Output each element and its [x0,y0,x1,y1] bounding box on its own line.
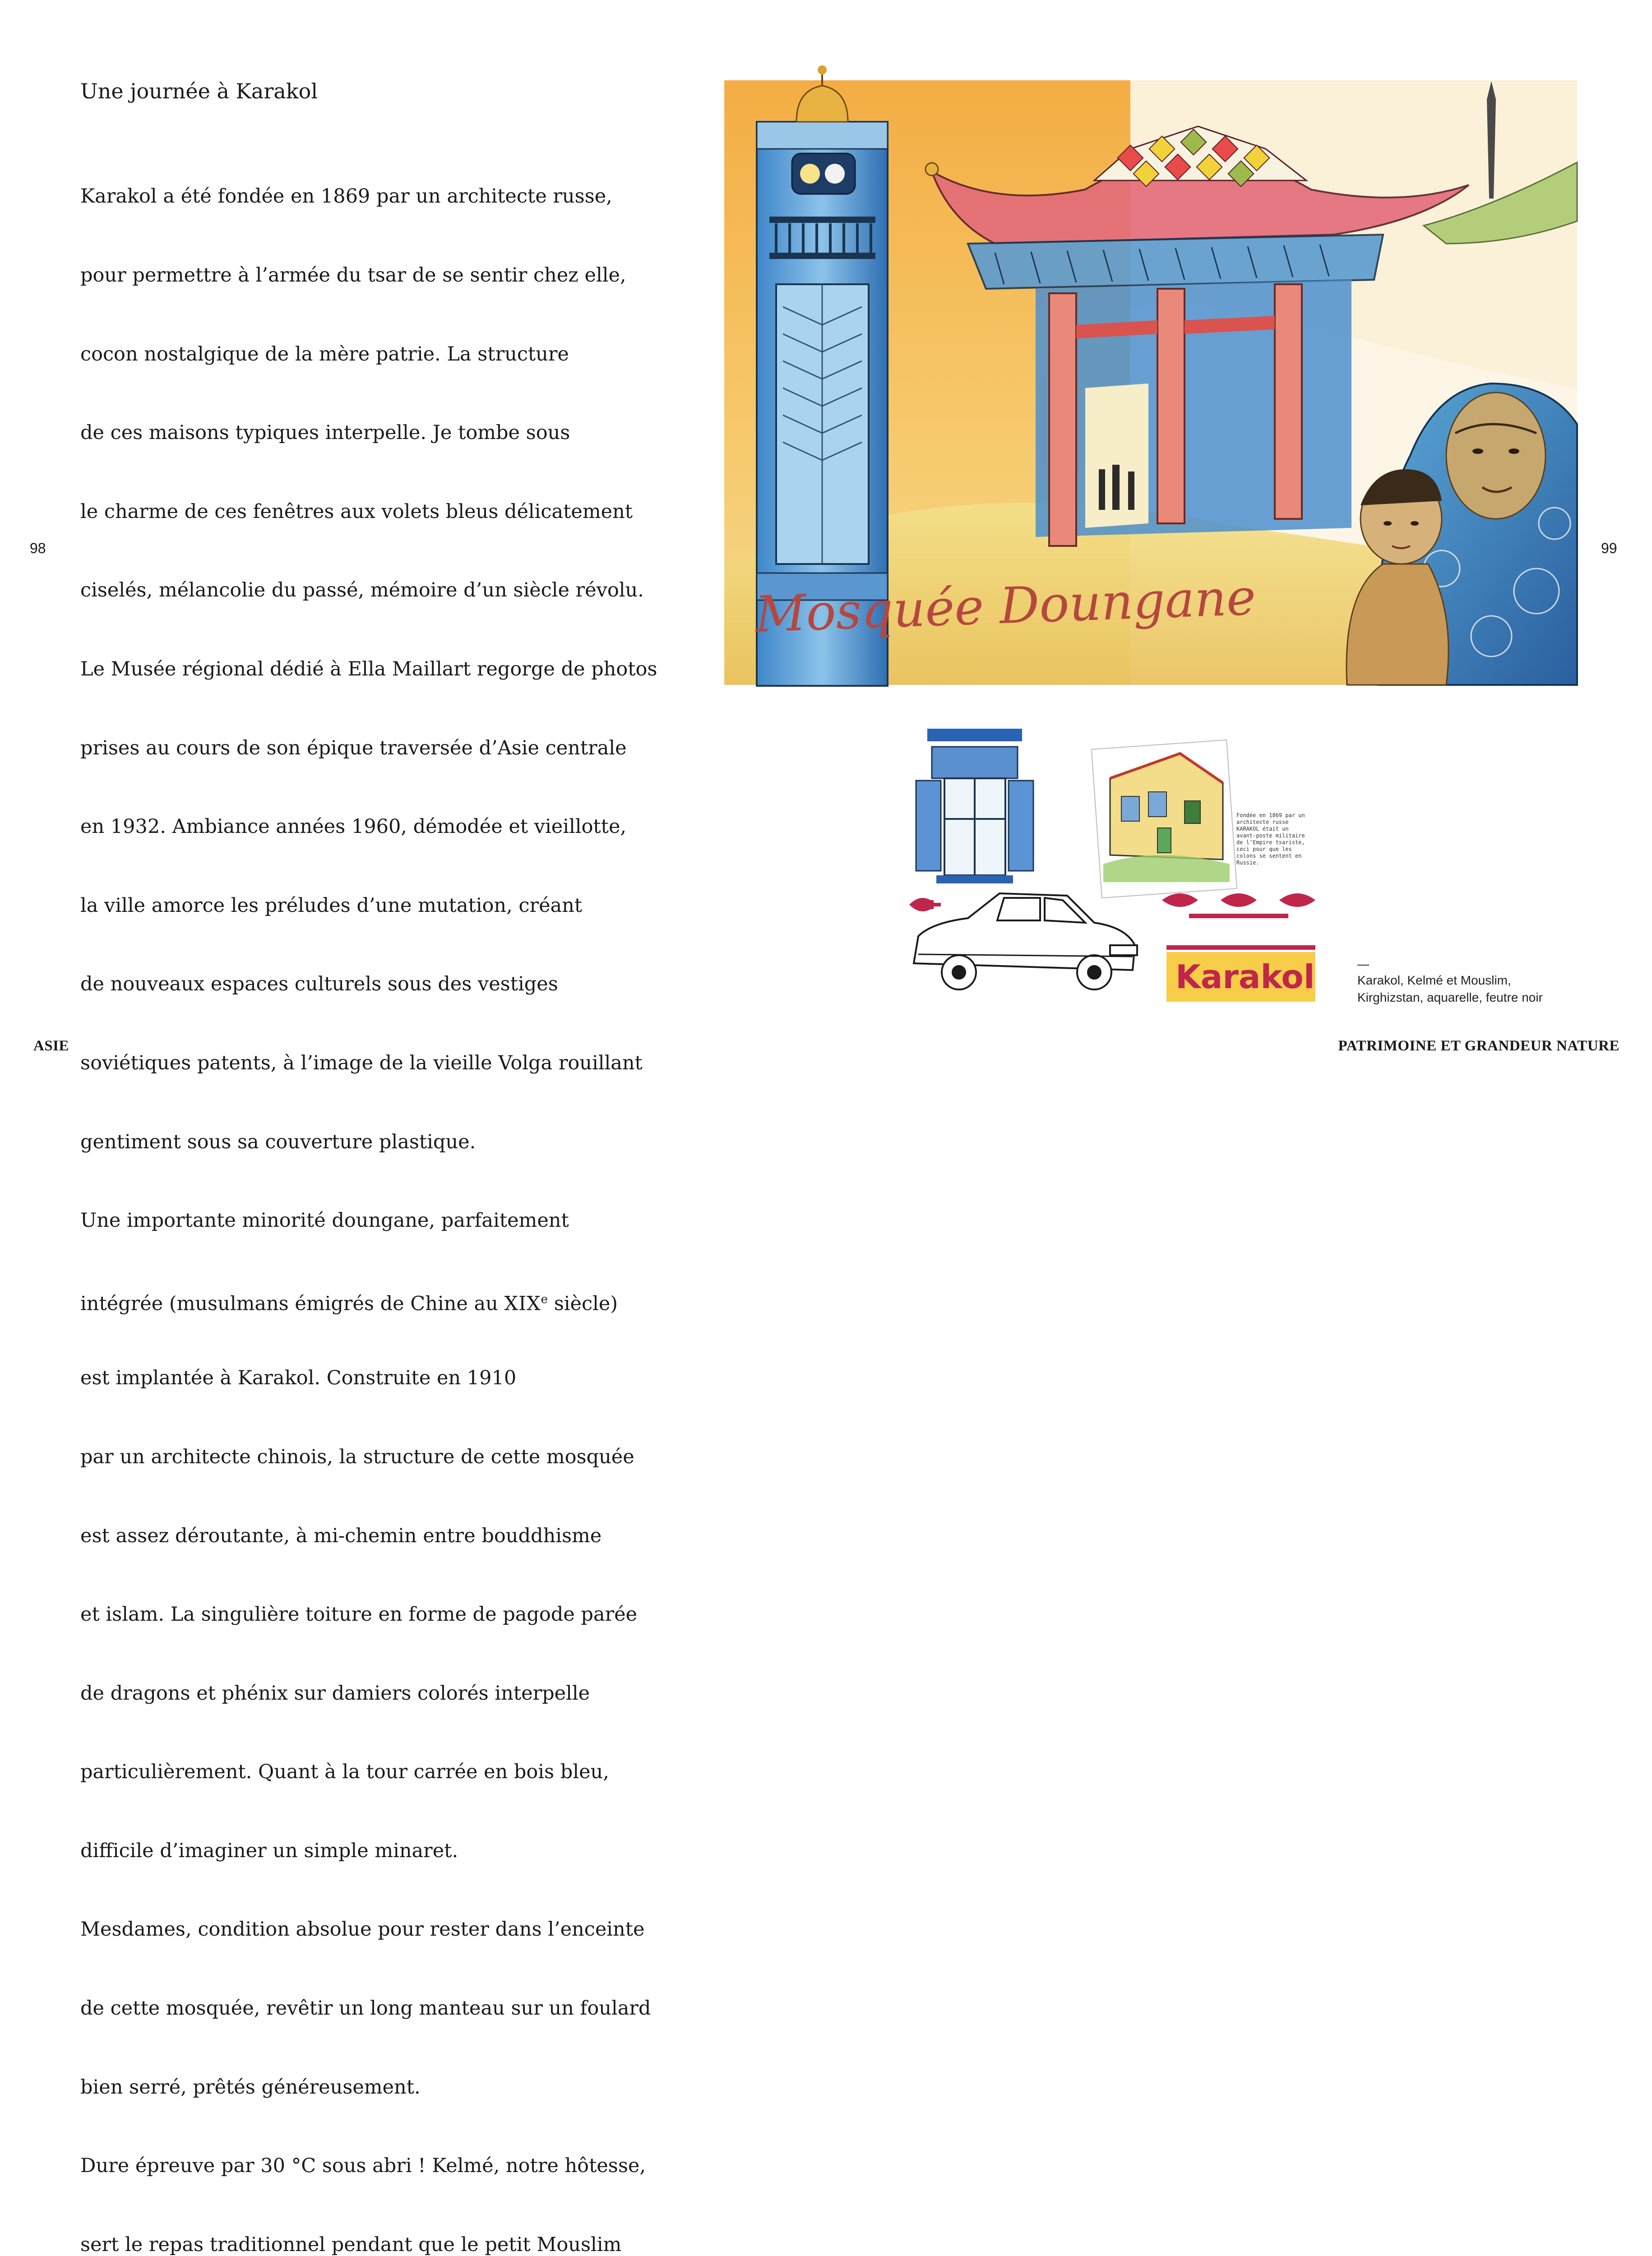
caption-line-2: Kirghizstan, aquarelle, feutre noir [1357,990,1543,1004]
body-line: soviétiques patents, à l’image de la vieille Volga rouillant [80,1051,643,1074]
body-line: intégrée (musulmans émigrés de Chine au XIXe siècle) [80,1292,618,1315]
body-line: Dure épreuve par 30 °C sous abri ! Kelmé, notre hôtesse, [80,2154,646,2177]
handwritten-note-text: Fondée en 1869 par un architecte russe KARAKOL était un avant-poste militaire de l’Empire tsariste, ceci pour que les colons se sentent en Russie. [1236,812,1305,866]
century-numeral: XIX [504,1292,541,1315]
illustration-caption [1357,965,1543,1006]
body-line: Le Musée régional dédié à Ella Maillart regorge de photos [80,657,657,680]
body-line: de cette mosquée, revêtir un long manteau sur un foulard [80,1997,651,2020]
body-line: sert le repas traditionnel pendant que le petit Mouslim [80,2233,622,2256]
running-footer-left: ASIE [33,1038,69,1054]
body-line: et islam. La singulière toiture en forme de pagode parée [80,1603,638,1626]
body-line: gentiment sous sa couverture plastique. [80,1130,476,1153]
karakol-lettering: Karakol [1175,958,1315,996]
body-line: le charme de ces fenêtres aux volets bleus délicatement [80,500,633,523]
mosque-lettering: Mosquée Doungane [754,568,1257,643]
body-line: est assez déroutante, à mi-chemin entre bouddhisme [80,1524,602,1547]
body-line: difficile d’imaginer un simple minaret. [80,1839,458,1862]
body-line: Une importante minorité doungane, parfaitement [80,1209,569,1232]
karakol-sketches [905,711,1336,1011]
body-line: pour permettre à l’armée du tsar de se sentir chez elle, [80,264,626,287]
house-sketch-card [1092,740,1237,898]
body-line: prises au cours de son épique traversée d’Asie centrale [80,736,627,759]
body-line: ciselés, mélancolie du passé, mémoire d’un siècle révolu. [80,579,644,602]
body-line: est implantée à Karakol. Construite en 1910 [80,1367,517,1390]
body-line: de ces maisons typiques interpelle. Je tombe sous [80,421,570,444]
caption-line-1: Karakol, Kelmé et Mouslim, [1357,973,1511,987]
body-line: bien serré, prêtés généreusement. [80,2076,421,2099]
body-line: Mesdames, condition absolue pour rester dans l’enceinte [80,1918,645,1941]
running-footer-right: PATRIMOINE ET GRANDEUR NATURE [1338,1038,1620,1054]
body-line: par un architecte chinois, la structure de cette mosquée [80,1445,634,1468]
body-line: en 1932. Ambiance années 1960, démodée et vieillotte, [80,815,627,838]
body-text [80,131,657,2256]
blue-shutter-window [916,729,1033,883]
body-line: de nouveaux espaces culturels sous des vestiges [80,973,558,996]
volga-car-sketch [914,893,1137,989]
body-line: Karakol a été fondée en 1869 par un architecte russe, [80,185,612,208]
body-line: particulièrement. Quant à la tour carrée en bois bleu, [80,1761,609,1784]
body-line: de dragons et phénix sur damiers colorés interpelle [80,1682,590,1705]
body-line: la ville amorce les préludes d’une mutation, créant [80,894,583,917]
mosque-illustration [679,72,1582,688]
page-number-left: 98 [30,540,46,556]
gate-pillars [1036,280,1351,546]
page-number-right: 99 [1601,540,1617,556]
body-line: cocon nostalgique de la mère patrie. La structure [80,342,569,365]
chapter-heading: Une journée à Karakol [80,79,318,103]
century-suffix: e [541,1292,548,1306]
caption-dash [1357,965,1369,966]
